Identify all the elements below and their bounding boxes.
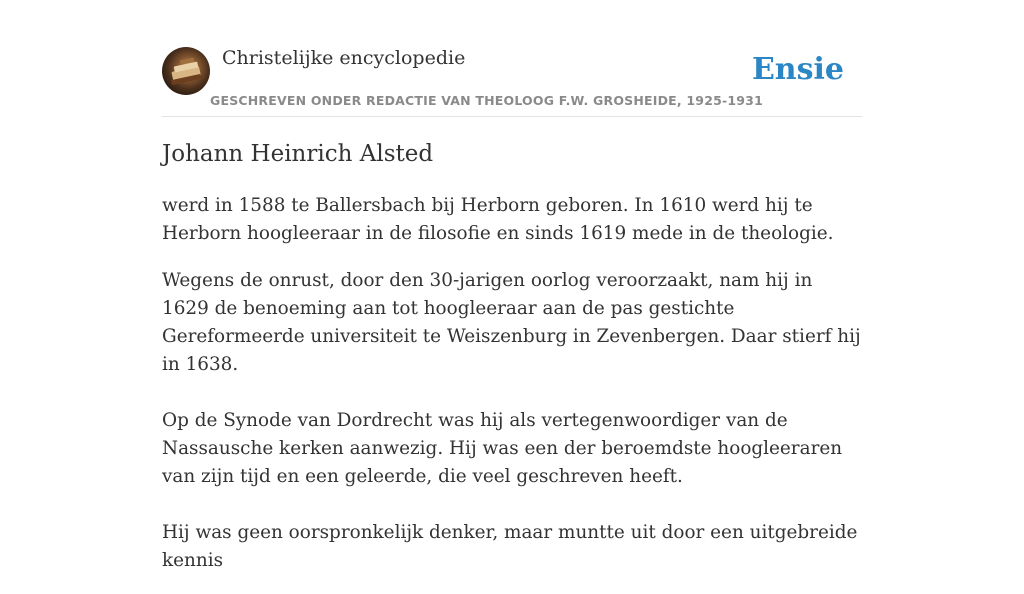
paragraph-spacer (162, 510, 862, 519)
brand-logo[interactable]: Ensie (751, 52, 844, 87)
article-paragraph: Wegens de onrust, door den 30-jarigen oorlog veroorzaakt, nam hij in 1629 de benoeming aan tot hoogleeraar aan de pas gestichte Gereformeerde universiteit te Weiszenburg in Zevenbergen. Daar stierf hij in 1638. (162, 270, 861, 375)
site-header (162, 46, 862, 117)
article-paragraph: Hij was geen oorspronkelijk denker, maar muntte uit door een uitgebreide kennis (162, 522, 858, 571)
article-paragraph: werd in 1588 te Ballersbach bij Herborn geboren. In 1610 werd hij te Herborn hoogleeraar in de filosofie en sinds 1619 mede in de theologie. (162, 195, 834, 244)
site-subtitle: GESCHREVEN ONDER REDACTIE VAN THEOLOOG F.W. GROSHEIDE, 1925-1931 (210, 93, 763, 108)
article-body (162, 192, 862, 594)
article-title: Johann Heinrich Alsted (162, 141, 434, 167)
avatar[interactable] (162, 47, 210, 95)
article-paragraph: Op de Synode van Dordrecht was hij als vertegenwoordiger van de Nassausche kerken aanwezig. Hij was een der beroemdste hoogleeraren van zijn tijd en een geleerde, die veel geschreven heeft. (162, 410, 843, 487)
paragraph-spacer (162, 398, 862, 407)
site-title[interactable]: Christelijke encyclopedie (222, 47, 466, 69)
book-photo-icon (162, 47, 210, 95)
